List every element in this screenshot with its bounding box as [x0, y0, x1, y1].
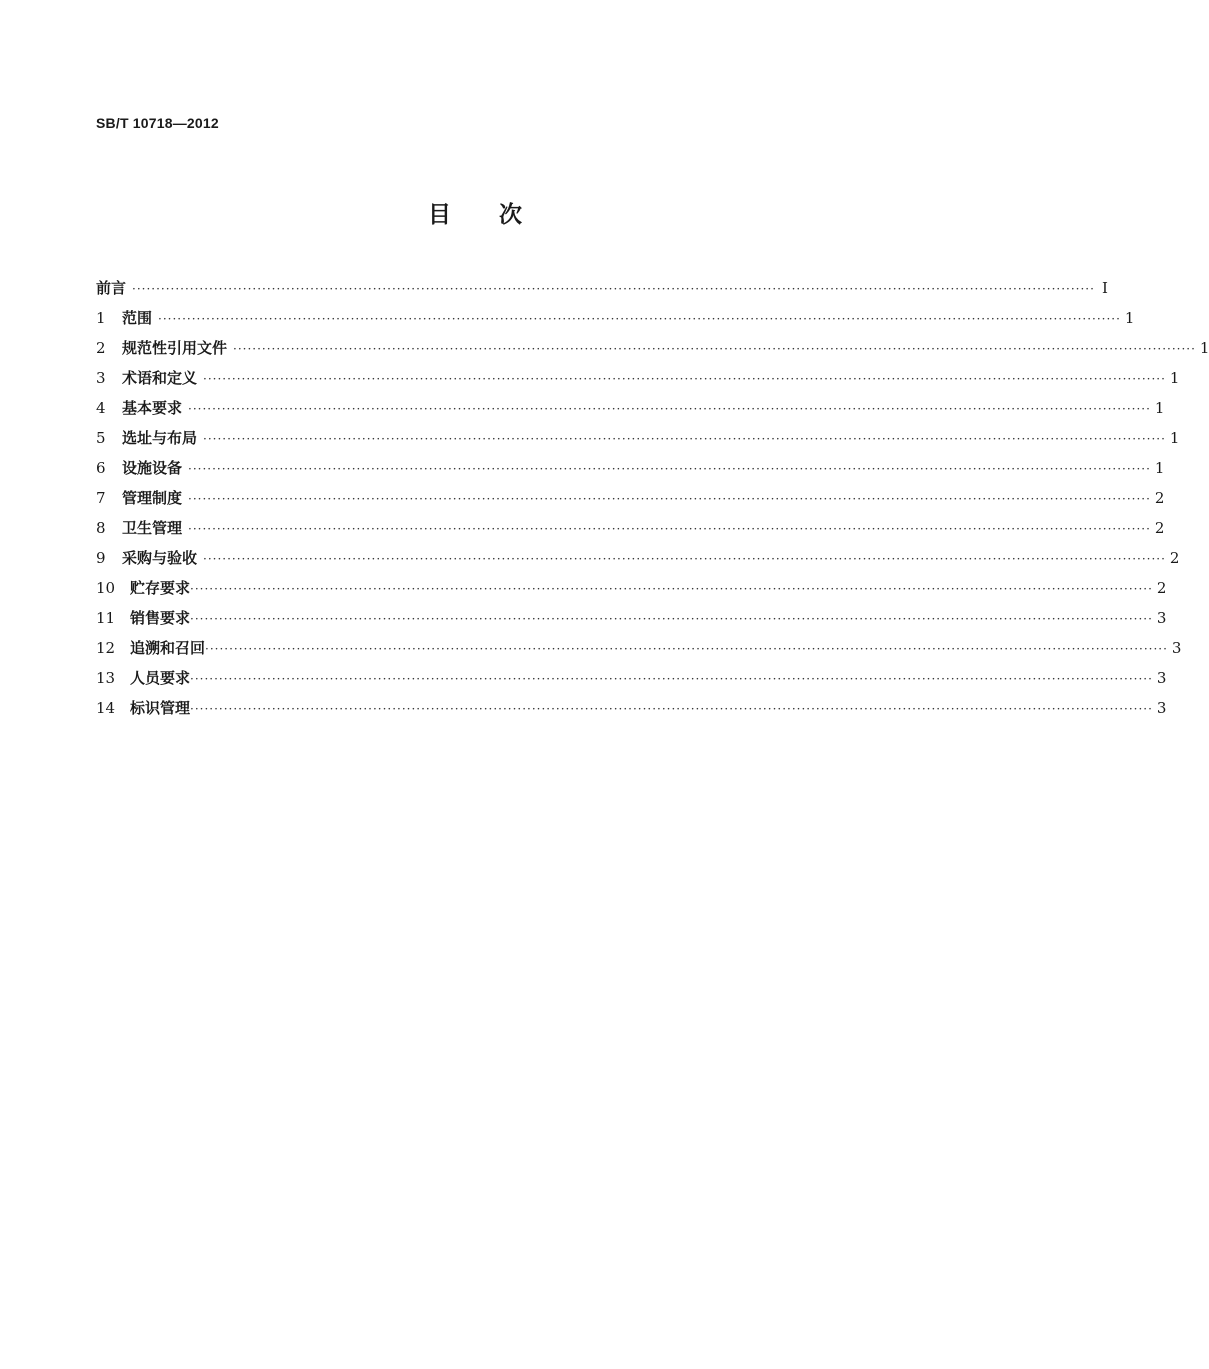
toc-entry-title: 销售要求: [130, 609, 191, 627]
toc-leader-dots: ········································································································································································································: [190, 672, 1153, 686]
toc-entry-number: 9: [96, 549, 106, 567]
toc-leader-dots: ········································································································································································································: [190, 582, 1153, 596]
standard-code: SB/T 10718—2012: [96, 115, 219, 131]
toc-entry-9[interactable]: [96, 545, 1180, 575]
toc-entry-page: 1: [1169, 369, 1180, 387]
toc-entry-page: 3: [1156, 669, 1167, 687]
toc-entry-page: 3: [1156, 699, 1167, 717]
toc-entry-title: 卫生管理: [122, 519, 183, 537]
toc-entry-number: 1: [96, 309, 106, 327]
toc-entry-title: 范围: [122, 309, 153, 327]
toc-leader-dots: ········································································································································································································: [203, 552, 1166, 566]
toc-leader-dots: ········································································································································································································: [205, 642, 1168, 656]
toc-entry-page: 2: [1154, 489, 1165, 507]
toc-entry-12[interactable]: [96, 635, 1182, 665]
toc-leader-dots: ········································································································································································································: [188, 402, 1151, 416]
toc-entry-number: 10: [96, 579, 116, 597]
toc-entry-number: 11: [96, 609, 116, 627]
toc-entry-title: 标识管理: [130, 699, 191, 717]
toc-entry-number: 5: [96, 429, 106, 447]
toc-entry-title: 人员要求: [130, 669, 191, 687]
toc-entry-8[interactable]: [96, 515, 1165, 545]
toc-entry-page: 3: [1156, 609, 1167, 627]
toc-entry-11[interactable]: [96, 605, 1167, 635]
toc-entry-number: 7: [96, 489, 106, 507]
toc-entry-title: 采购与验收: [122, 549, 198, 567]
toc-entry-number: 12: [96, 639, 116, 657]
toc-entry-4[interactable]: [96, 395, 1165, 425]
toc-entry-title: 设施设备: [122, 459, 183, 477]
toc-leader-dots: ········································································································································································································: [190, 702, 1153, 716]
toc-entry-13[interactable]: [96, 665, 1167, 695]
toc-leader-dots: ········································································································································································································: [132, 282, 1095, 296]
toc-entry-number: 4: [96, 399, 106, 417]
page-title: 目次: [428, 202, 570, 228]
toc-entry-number: 2: [96, 339, 106, 357]
toc-entry-title: 基本要求: [122, 399, 183, 417]
toc-leader-dots: ········································································································································································································: [190, 612, 1153, 626]
toc-entry-7[interactable]: [96, 485, 1165, 515]
toc-entry-title: 选址与布局: [122, 429, 198, 447]
toc-entry-title: 前言: [96, 279, 127, 297]
toc-entry-10[interactable]: [96, 575, 1167, 605]
toc-entry-page: 2: [1169, 549, 1180, 567]
toc-entry-number: 13: [96, 669, 116, 687]
toc-entry-page: I: [1101, 279, 1108, 297]
toc-entry-page: 1: [1124, 309, 1135, 327]
toc-entry-number: 3: [96, 369, 106, 387]
toc-entry-number: 14: [96, 699, 116, 717]
toc-leader-dots: ········································································································································································································: [233, 342, 1196, 356]
toc-entry-6[interactable]: [96, 455, 1165, 485]
toc-entry-page: 2: [1154, 519, 1165, 537]
toc-entry-title: 规范性引用文件: [122, 339, 228, 357]
toc-entry-title: 术语和定义: [122, 369, 198, 387]
toc-entry-5[interactable]: [96, 425, 1180, 455]
table-of-contents: [96, 275, 1209, 725]
toc-leader-dots: ········································································································································································································: [158, 312, 1121, 326]
toc-leader-dots: ········································································································································································································: [188, 492, 1151, 506]
toc-entry-page: 1: [1154, 459, 1165, 477]
toc-leader-dots: ········································································································································································································: [188, 462, 1151, 476]
toc-entry-foreword[interactable]: [96, 275, 1108, 305]
toc-entry-page: 2: [1156, 579, 1167, 597]
toc-entry-page: 1: [1169, 429, 1180, 447]
toc-entry-1[interactable]: [96, 305, 1135, 335]
toc-leader-dots: ········································································································································································································: [203, 432, 1166, 446]
toc-entry-number: 8: [96, 519, 106, 537]
toc-entry-page: 1: [1154, 399, 1165, 417]
toc-entry-title: 贮存要求: [130, 579, 191, 597]
toc-entry-page: 3: [1171, 639, 1182, 657]
toc-leader-dots: ········································································································································································································: [188, 522, 1151, 536]
toc-entry-title: 追溯和召回: [130, 639, 206, 657]
toc-entry-3[interactable]: [96, 365, 1180, 395]
toc-leader-dots: ········································································································································································································: [203, 372, 1166, 386]
toc-entry-14[interactable]: [96, 695, 1167, 725]
toc-entry-2[interactable]: [96, 335, 1209, 365]
toc-entry-title: 管理制度: [122, 489, 183, 507]
toc-entry-page: 1: [1199, 339, 1209, 357]
toc-entry-number: 6: [96, 459, 106, 477]
